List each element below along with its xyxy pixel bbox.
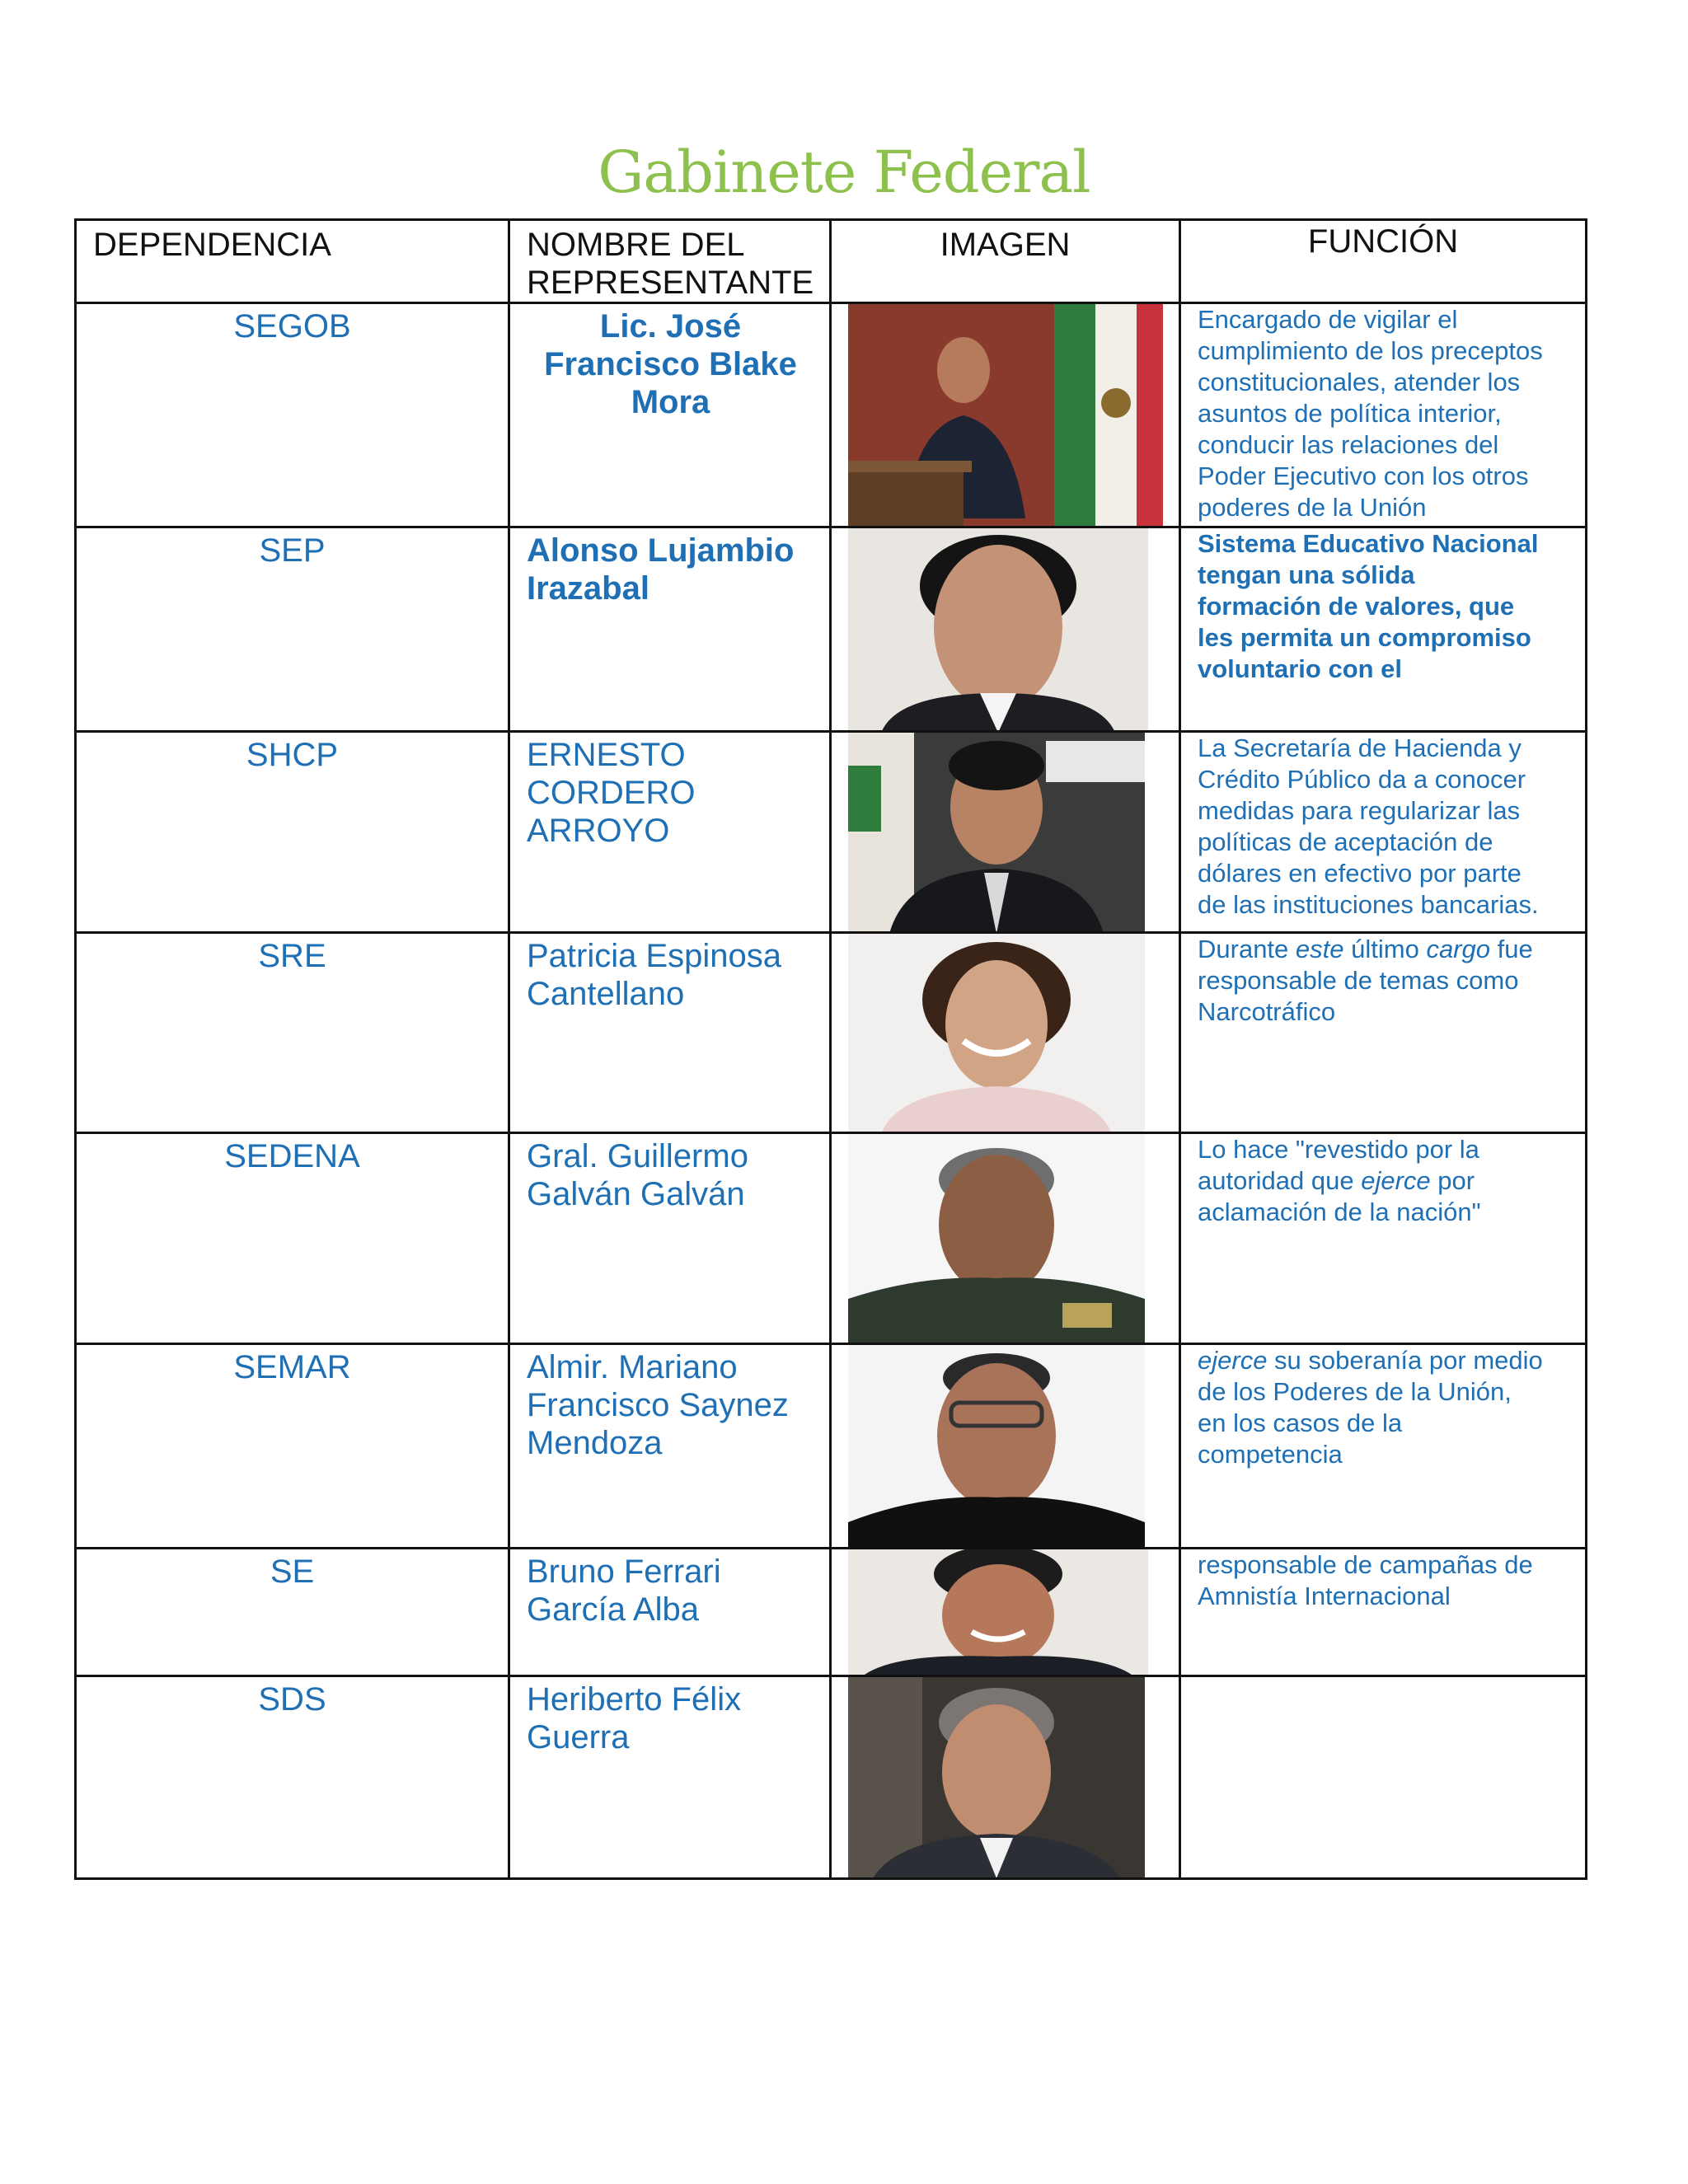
header-dependencia: DEPENDENCIA xyxy=(76,220,509,303)
header-imagen: IMAGEN xyxy=(831,220,1180,303)
nombre-cell: Gral. Guillermo Galván Galván xyxy=(509,1133,831,1344)
dependencia-cell: SRE xyxy=(76,933,509,1133)
imagen-cell xyxy=(831,1676,1180,1879)
nombre-cell: Patricia Espinosa Cantellano xyxy=(509,933,831,1133)
header-funcion: FUNCIÓN xyxy=(1180,220,1587,303)
funcion-cell: ejerce su soberanía por medio de los Poderes de la Unión, en los casos de la competencia xyxy=(1180,1344,1587,1549)
table-row xyxy=(76,1133,1587,1344)
dependencia-cell: SE xyxy=(76,1549,509,1676)
dependencia-cell: SEGOB xyxy=(76,303,509,527)
funcion-cell: La Secretaría de Hacienda y Crédito Público da a conocer medidas para regularizar las políticas de aceptación de dólares en efectivo por parte de las instituciones bancarias. xyxy=(1180,732,1587,933)
dependencia-cell: SHCP xyxy=(76,732,509,933)
nombre-cell: Heriberto Félix Guerra xyxy=(509,1676,831,1879)
funcion-cell xyxy=(1180,1676,1587,1879)
header-nombre: NOMBRE DEL REPRESENTANTE xyxy=(509,220,831,303)
funcion-cell: Sistema Educativo Nacional tengan una sólida formación de valores, que les permita un compromiso voluntario con el xyxy=(1180,527,1587,732)
portrait-sre xyxy=(848,934,1145,1133)
imagen-cell xyxy=(831,527,1180,732)
nombre-cell: Lic. José Francisco Blake Mora xyxy=(509,303,831,527)
nombre-cell: Bruno Ferrari García Alba xyxy=(509,1549,831,1676)
imagen-cell xyxy=(831,1133,1180,1344)
table-row xyxy=(76,1676,1587,1879)
portrait-shcp xyxy=(848,733,1145,933)
dependencia-cell: SDS xyxy=(76,1676,509,1879)
nombre-cell: Alonso Lujambio Irazabal xyxy=(509,527,831,732)
portrait-segob xyxy=(848,304,1163,527)
imagen-cell xyxy=(831,303,1180,527)
table-row xyxy=(76,732,1587,933)
portrait-sedena xyxy=(848,1134,1145,1344)
nombre-cell: ERNESTO CORDERO ARROYO xyxy=(509,732,831,933)
imagen-cell xyxy=(831,1344,1180,1549)
portrait-semar xyxy=(848,1345,1145,1549)
table-row xyxy=(76,527,1587,732)
funcion-cell: Lo hace "revestido por la autoridad que ejerce por aclamación de la nación" xyxy=(1180,1133,1587,1344)
table-row xyxy=(76,303,1587,527)
imagen-cell xyxy=(831,933,1180,1133)
funcion-cell: Durante este último cargo fue responsable de temas como Narcotráfico xyxy=(1180,933,1587,1133)
table-row xyxy=(76,933,1587,1133)
portrait-sds xyxy=(848,1677,1145,1878)
funcion-cell: Encargado de vigilar el cumplimiento de los preceptos constitucionales, atender los asuntos de política interior, conducir las relaciones del Poder Ejecutivo con los otros poderes de la Unión xyxy=(1180,303,1587,527)
funcion-cell: responsable de campañas de Amnistía Internacional xyxy=(1180,1549,1587,1676)
dependencia-cell: SEMAR xyxy=(76,1344,509,1549)
imagen-cell xyxy=(831,1549,1180,1676)
dependencia-cell: SEP xyxy=(76,527,509,732)
portrait-se xyxy=(848,1549,1148,1675)
table-row xyxy=(76,1549,1587,1676)
nombre-cell: Almir. Mariano Francisco Saynez Mendoza xyxy=(509,1344,831,1549)
cabinet-table xyxy=(74,218,1587,1880)
portrait-sep xyxy=(848,528,1148,732)
page-title: Gabinete Federal xyxy=(598,138,1090,206)
imagen-cell xyxy=(831,732,1180,933)
table-header-row xyxy=(76,220,1587,303)
table-row xyxy=(76,1344,1587,1549)
dependencia-cell: SEDENA xyxy=(76,1133,509,1344)
